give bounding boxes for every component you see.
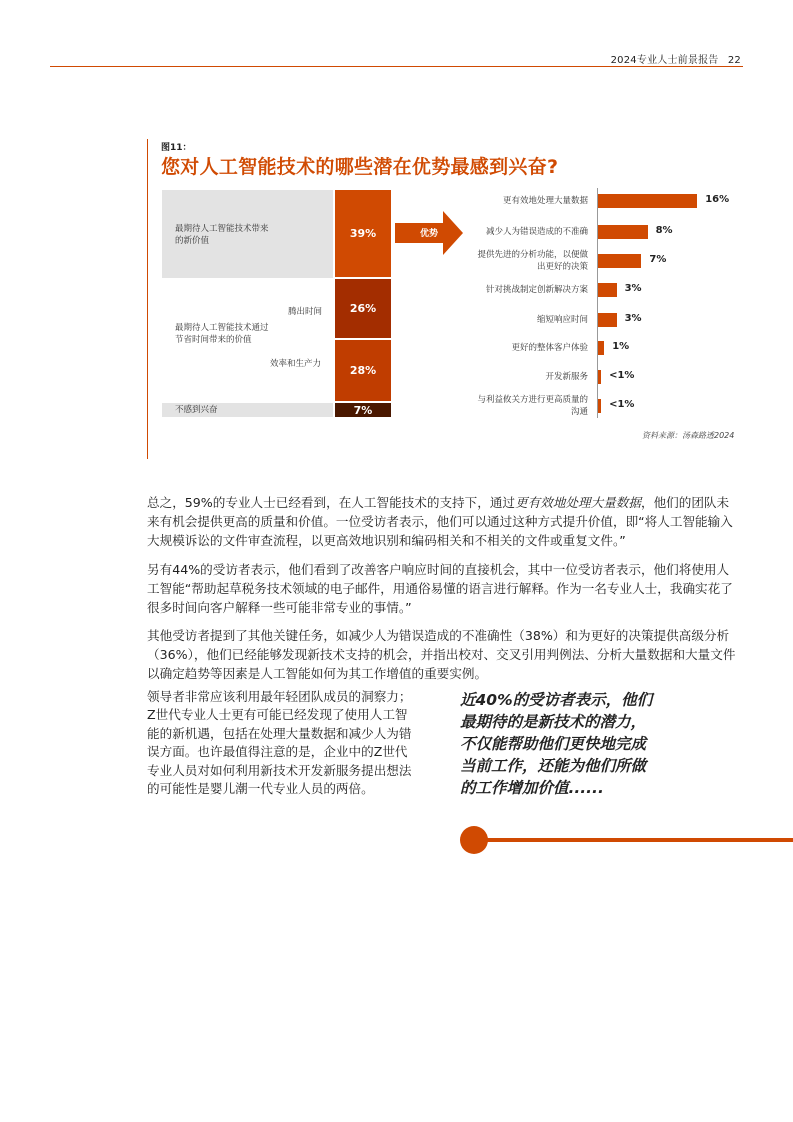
figure-label: 图11： [161, 143, 192, 153]
figure-title: 您对人工智能技术的哪些潜在优势最感到兴奋? [161, 156, 559, 178]
bar-value-label: 16% [705, 194, 730, 205]
paragraph-1 [147, 493, 741, 550]
bar [598, 341, 604, 355]
bar-category-label: 减少人为错误造成的不准确 [485, 227, 588, 237]
bar-category-label: 更有效地处理大量数据 [502, 196, 588, 206]
bar-category-label: 更好的整体客户体验 [511, 343, 588, 353]
bar-value-label: 3% [624, 283, 642, 294]
stack-segment-not-excited [335, 403, 391, 417]
bar [598, 254, 641, 268]
bar-value-label: 7% [649, 254, 667, 265]
figure-source: 资料来源：汤森路透2024 [642, 431, 735, 440]
bar-category-label: 缩短响应时间 [536, 315, 588, 325]
bar-value-label: <1% [609, 370, 635, 381]
report-title: 2024专业人士前景报告 [610, 55, 719, 66]
group-not-excited-label: 不感到兴奋 [175, 405, 218, 415]
bar-category-label: 针对挑战制定创新解决方案 [485, 285, 588, 295]
pull-quote: 近40%的受访者表示，他们最期待的是新技术的潜力，不仅能帮助他们更快地完成当前工作，还能为他们所做的工作增加价值...... [460, 691, 653, 797]
bar-category-label: 开发新服务 [545, 372, 588, 382]
bar [598, 399, 601, 413]
bar [598, 313, 617, 327]
bar-value-label: 3% [624, 313, 642, 324]
bar-category-label: 与利益攸关方进行更高质量的沟通 [477, 395, 588, 417]
page-header [611, 51, 741, 66]
paragraph-1-emphasis: 更有效地处理大量数据 [515, 495, 641, 510]
sub-efficiency-label: 效率和生产力 [270, 359, 322, 369]
stack-segment-free-time [335, 279, 391, 338]
paragraph-3: 其他受访者提到了其他关键任务，如减少人为错误造成的不准确性（38%）和为更好的决策提供高级分析（36%），他们已经能够发现新技术支持的机会，并指出校对、交叉引用判例法、分析大量数据和大量文件以确定趋势等因素是人工智能如何为其工作增值的重要实例。 [147, 628, 736, 681]
decorative-rule [486, 838, 793, 842]
page-number: 22 [727, 55, 741, 66]
stack-value-label: 28% [349, 364, 377, 377]
paragraph-1-text: 总之，59%的专业人士已经看到，在人工智能技术的支持下，通过 [147, 495, 516, 510]
bar [598, 194, 697, 208]
bar [598, 225, 648, 239]
decorative-dot [460, 826, 488, 854]
bar-value-label: <1% [609, 399, 635, 410]
header-rule [50, 66, 743, 67]
stack-value-label: 39% [349, 227, 377, 240]
stack-value-label: 26% [349, 302, 377, 315]
figure-accent-line [147, 139, 148, 459]
sub-free-time-label: 腾出时间 [288, 307, 323, 317]
stack-segment-efficiency [335, 340, 391, 401]
group-new-value-label: 最期待人工智能技术带来的新价值 [175, 224, 269, 246]
bar [598, 370, 601, 384]
group-save-time-label: 最期待人工智能技术通过节省时间带来的价值 [175, 323, 269, 345]
bar [598, 283, 617, 297]
paragraph-4: 领导者非常应该利用最年轻团队成员的洞察力；Z世代专业人士更有可能已经发现了使用人工智能的新机遇，包括在处理大量数据和减少人为错误方面。也许最值得注意的是，企业中的Z世代专业人员对如何利用新技术开发新服务提出想法的可能性是婴儿潮一代专业人员的两倍。 [147, 689, 412, 797]
bar-value-label: 8% [655, 225, 673, 236]
paragraph-1-text-cont: ，他们的团队未来有机会提供更高的质量和价值。一位受访者表示，他们可以通过这种方式提升价值，即“将人工智能输入大规模诉讼的文件审查流程，以更高效地识别和编码相关和不相关的文件或重复文件。” [147, 495, 733, 548]
bar-value-label: 1% [612, 341, 630, 352]
advantage-arrow-label: 优势 [420, 229, 439, 239]
stack-segment-new-value [335, 190, 391, 277]
stack-value-label: 7% [353, 403, 373, 417]
bar-category-label: 提供先进的分析功能，以便做出更好的决策 [477, 250, 588, 272]
paragraph-2: 另有44%的受访者表示，他们看到了改善客户响应时间的直接机会，其中一位受访者表示，他们将使用人工智能“帮助起草税务技术领域的电子邮件，用通俗易懂的语言进行解释。作为一名专业人士，我确实花了很多时间向客户解释一些可能非常专业的事情。” [147, 562, 733, 615]
